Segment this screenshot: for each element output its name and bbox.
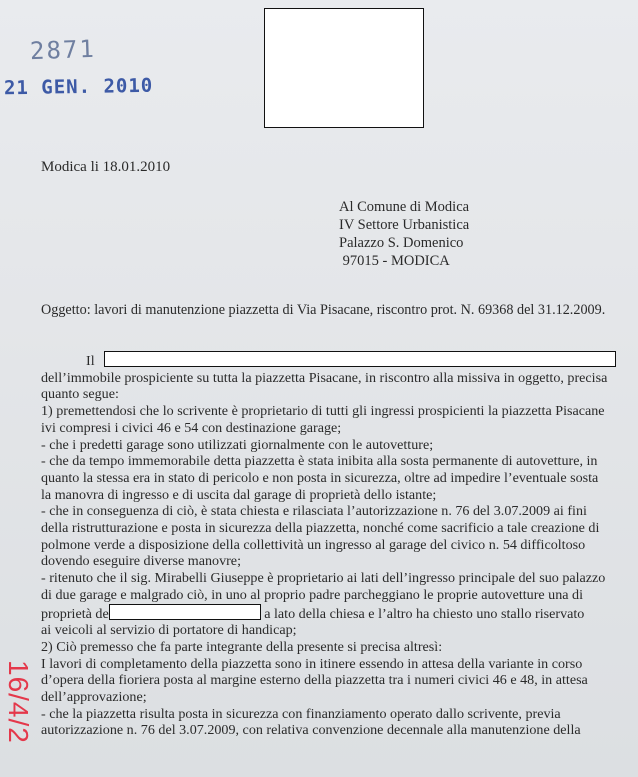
body-line: 2) Ciò premesso che fa parte integrante della presente si precisa altresì: xyxy=(41,638,443,655)
body-line: quanto segue: xyxy=(41,386,119,403)
body-line: di due garage e malgrado ciò, in uno al proprio padre parcheggiano le proprie autovetture una di xyxy=(41,586,584,603)
body-line: 1) premettendosi che lo scrivente è proprietario di tutti gli ingressi prospicienti la piazzetta Pisacane xyxy=(41,403,605,420)
body-line: d’opera della fioriera posta al margine esterno della piazzetta tra i numeri civici 46 e 48, in attesa xyxy=(41,672,588,689)
side-date-stamp: 16/4/2 xyxy=(3,660,34,744)
recipient-line: 97015 - MODICA xyxy=(339,253,450,269)
body-line: della ristrutturazione e posta in sicurezza della piazzetta, nonché come sacrificio a tale creazione di xyxy=(41,520,600,537)
letter-body xyxy=(41,351,617,739)
body-line: I lavori di completamento della piazzetta sono in itinere essendo in attesa della variante in corso xyxy=(41,655,583,672)
body-line: la manovra di ingresso e di uscita dal garage di proprietà dello istante; xyxy=(41,486,437,503)
body-line: polmone verde a disposizione della collettività un ingresso al garage del civico n. 54 difficoltoso xyxy=(41,536,586,553)
body-line: dell’immobile prospiciente su tutta la piazzetta Pisacane, in riscontro alla missiva in oggetto, precisa xyxy=(41,369,608,386)
recipient-address xyxy=(339,198,469,270)
body-line: - che i predetti garage sono utilizzati giornalmente con le autovetture; xyxy=(41,436,434,453)
subject-line: Oggetto: lavori di manutenzione piazzetta di Via Pisacane, riscontro prot. N. 69368 del 31.12.2009. xyxy=(41,302,606,318)
received-date-stamp: 21 GEN. 2010 xyxy=(3,74,154,100)
redacted-sender-name xyxy=(104,351,616,367)
body-line: ai veicoli al servizio di portatore di handicap; xyxy=(41,622,297,639)
body-text-fragment: proprietà de xyxy=(41,605,109,622)
protocol-number-stamp: 2871 xyxy=(29,34,97,66)
body-line-with-redaction xyxy=(41,604,617,623)
place-and-date: Modica li 18.01.2010 xyxy=(41,159,171,175)
body-line: dell’approvazione; xyxy=(41,689,147,706)
body-line: autorizzazione n. 76 del 3.07.2009, con relativa convenzione decennale alla manutenzione della xyxy=(41,722,581,739)
body-line: ivi compresi i civici 46 e 54 con destinazione garage; xyxy=(41,419,342,436)
body-text-fragment: a lato della chiesa e l’altro ha chiesto uno stallo riservato xyxy=(260,605,585,622)
body-line: - che da tempo immemorabile detta piazzetta è stata inibita alla sosta permanente di autovetture, in xyxy=(41,453,598,470)
body-line: quanto la stessa era in stato di pericolo e non posta in sicurezza, oltre ad impedire l’eventuale sosta xyxy=(41,469,599,486)
recipient-line: IV Settore Urbanistica xyxy=(339,217,470,233)
opening-word: Il xyxy=(86,353,95,369)
body-line: dovendo eseguire diverse manovre; xyxy=(41,553,241,570)
opening-line xyxy=(41,351,617,370)
recipient-line: Al Comune di Modica xyxy=(339,199,470,215)
body-line: - che la piazzetta risulta posta in sicurezza con finanziamento operato dallo scrivente, previa xyxy=(41,705,561,722)
redacted-owner-name xyxy=(109,604,261,620)
body-line: - che in conseguenza di ciò, è stata chiesta e rilasciata l’autorizzazione n. 76 del 3.07.2009 ai fini xyxy=(41,503,587,520)
recipient-line: Palazzo S. Domenico xyxy=(339,235,464,251)
body-line: - ritenuto che il sig. Mirabelli Giuseppe è proprietario ai lati dell’ingresso principale del suo palazzo xyxy=(41,570,606,587)
redacted-letterhead xyxy=(264,8,424,128)
